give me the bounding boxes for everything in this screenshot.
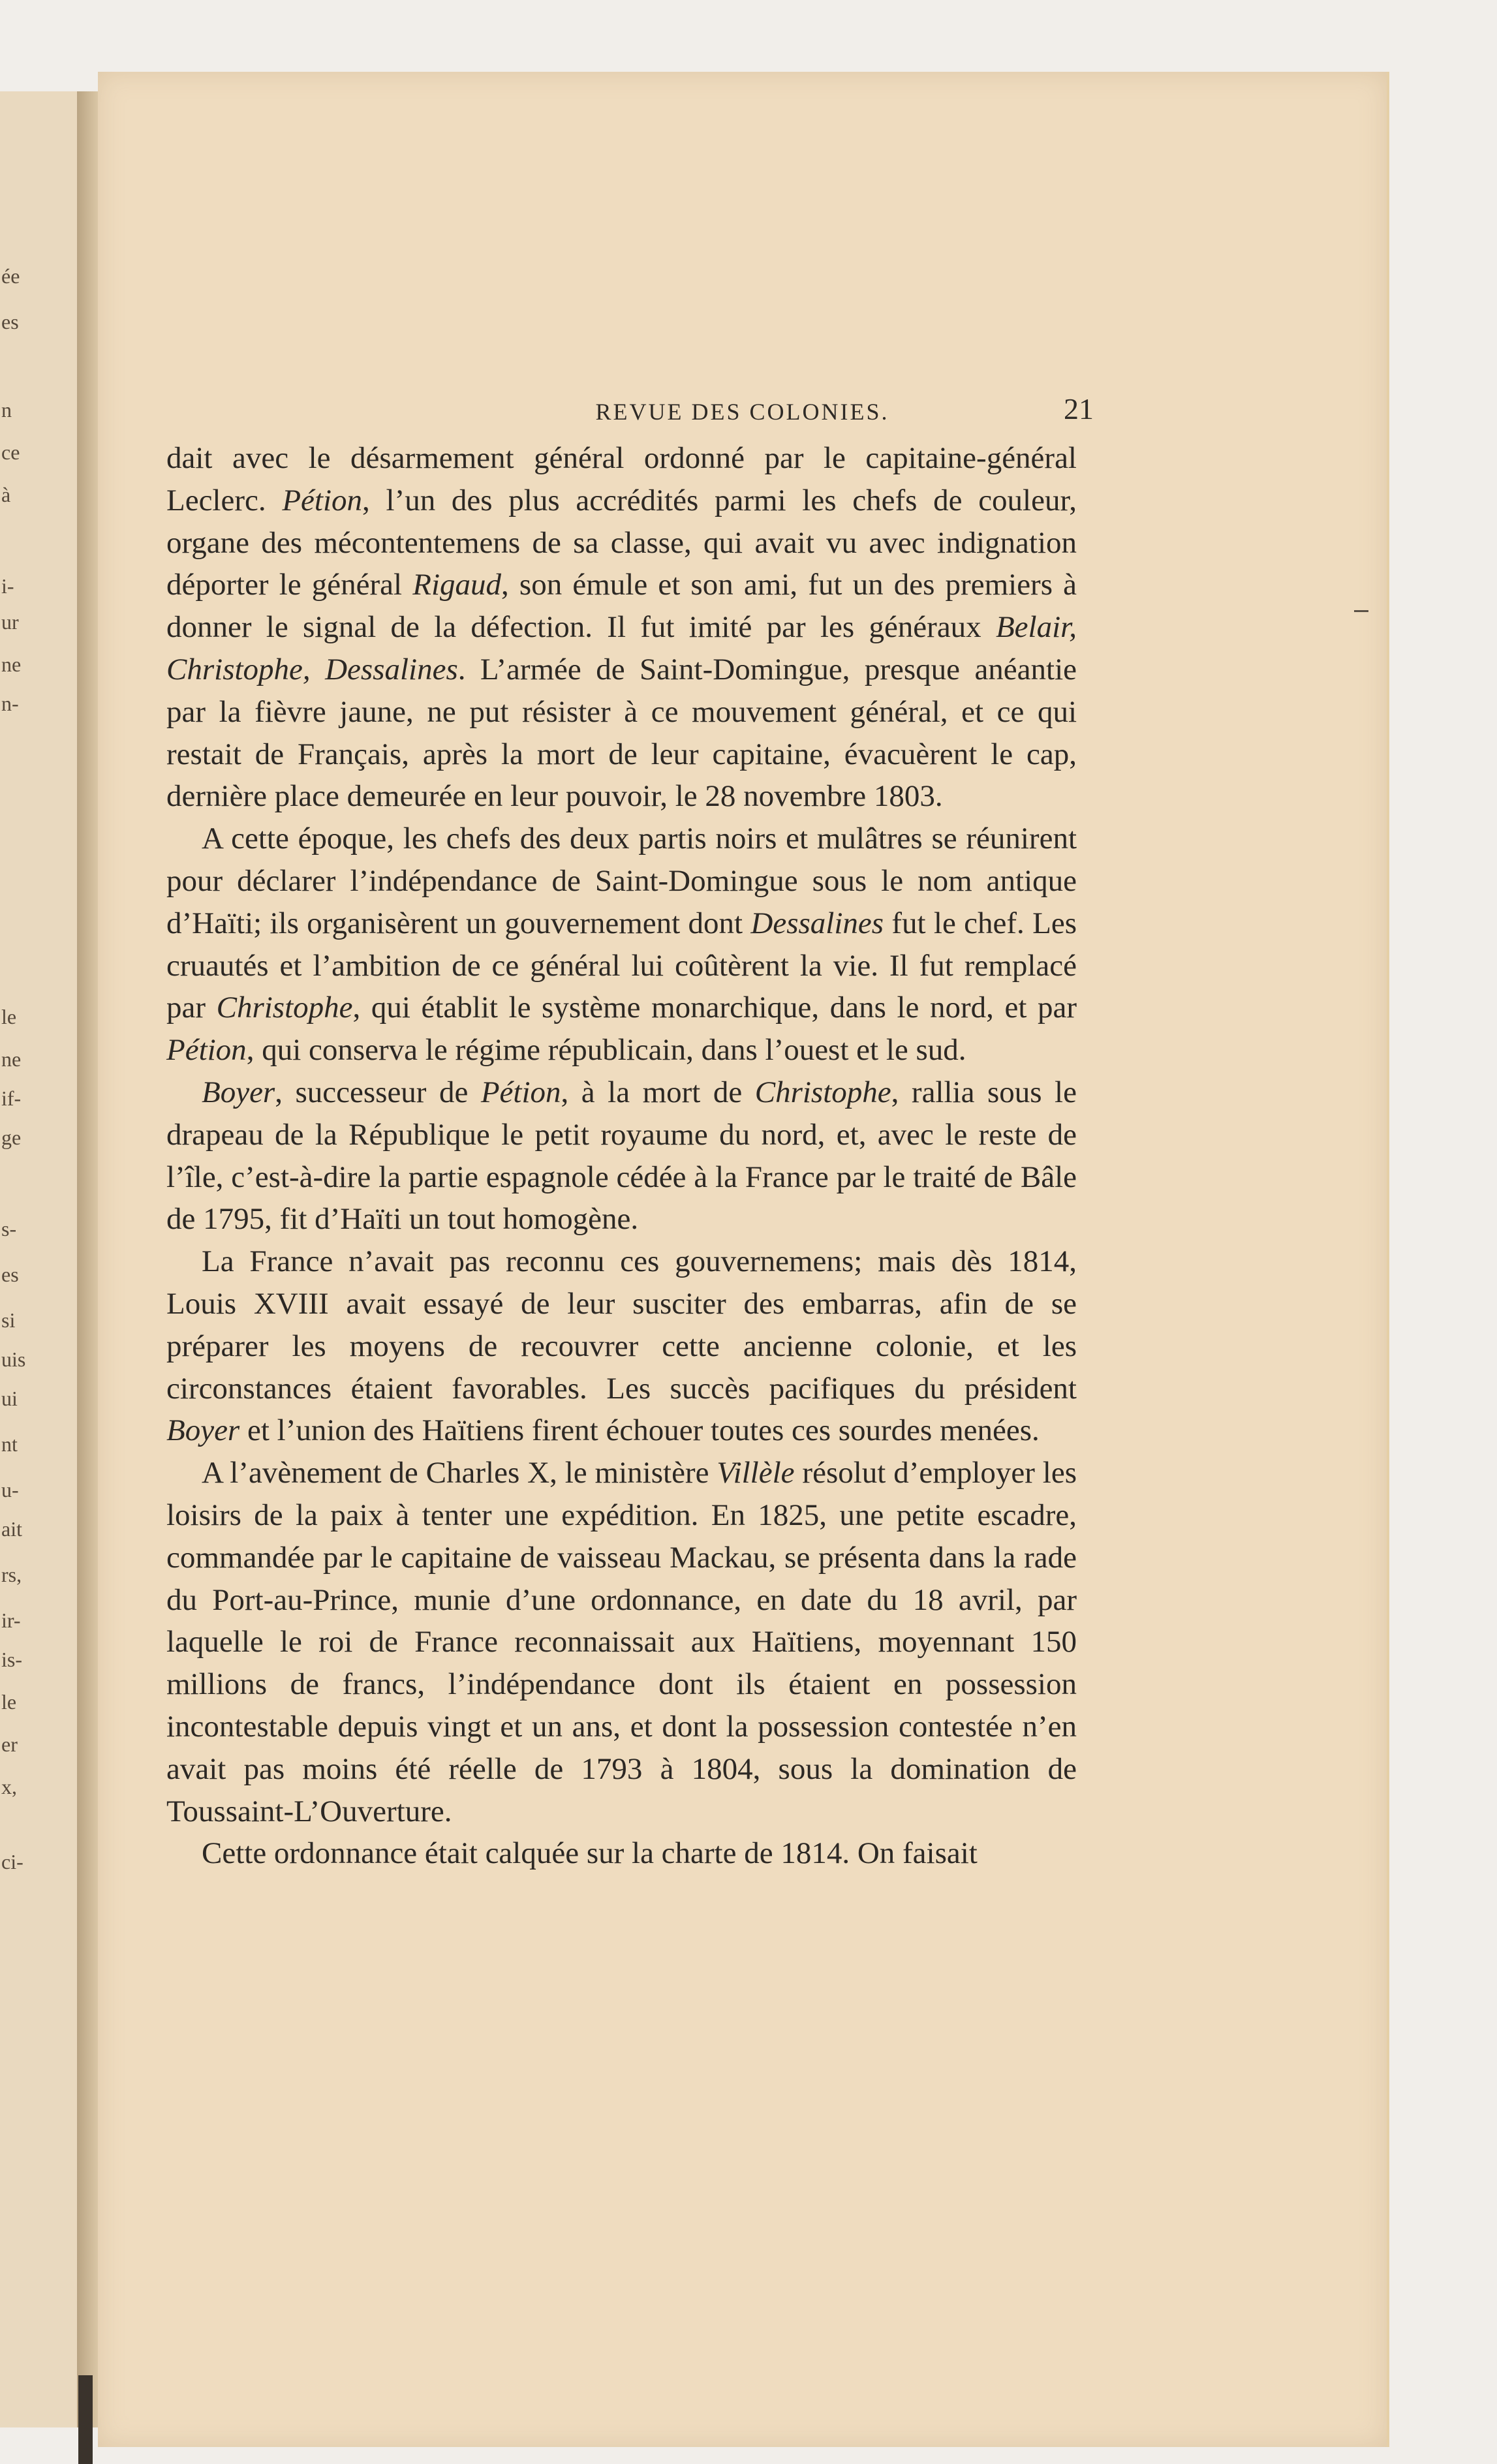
facing-page-fragment: à [1,483,11,506]
facing-page-fragment: s- [1,1217,17,1240]
facing-page-fragment: i- [1,574,14,598]
facing-page-fragment: es [1,1263,19,1286]
facing-page-fragment: ne [1,653,22,676]
facing-page-fragment: er [1,1732,18,1756]
facing-page-fragment: ée [1,264,20,288]
paragraph-2: A cette époque, les chefs des deux partis noirs et mulâtres se réunirent pour déclarer l’indépendance de Saint-Domingue sous le nom antique d’Haïti; ils organisèrent un gouvernement dont Dessalines fut le chef. Les cruautés et l’ambition de ce général lui coûtèrent la vie. Il fut remplacé par Christophe, qui établit le système monarchique, dans le nord, et par Pétion, qui conserva le régime républicain, dans l’ouest et le sud. [166,822,1077,1068]
facing-page-fragment: x, [1,1775,17,1798]
facing-page-fragment: n- [1,692,19,715]
facing-page-fragment: le [1,1690,17,1714]
bookmark-ribbon [78,2375,93,2464]
facing-page-fragment: ait [1,1517,22,1541]
facing-page-fragment: ce [1,440,20,464]
paragraph-4: La France n’avait pas reconnu ces gouvernemens; mais dès 1814, Louis XVIII avait essayé de leur susciter des embarras, afin de se préparer les moyens de recouvrer cette ancienne colonie, et les circonstances étaient favorables. Les succès pacifiques du président Boyer et l’union des Haïtiens firent échouer toutes ces sourdes menées. [166,1244,1077,1448]
facing-page-fragment: si [1,1308,16,1332]
book-page [98,72,1389,2447]
paragraph-6: Cette ordonnance était calquée sur la charte de 1814. On faisait [202,1836,978,1871]
facing-page-fragment: nt [1,1432,18,1456]
running-head: REVUE DES COLONIES. [595,399,889,425]
facing-page-fragment: ge [1,1126,22,1149]
margin-mark [1354,610,1368,612]
facing-page-fragment: rs, [1,1563,22,1586]
paragraph-5: A l’avènement de Charles X, le ministère Villèle résolut d’employer les loisirs de la paix à tenter une expédition. En 1825, une petite escadre, commandée par le capitaine de vaisseau Mackau, se présenta dans la rade du Port-au-Prince, munie d’une ordonnance, en date du 18 avril, par laquelle le roi de France reconnaissait aux Haïtiens, moyennant 150 millions de francs, l’indépendance dont ils étaient en possession incontestable depuis vingt et un ans, et dont la possession contestée n’en avait pas moins été réelle de 1793 à 1804, sous la domination de Toussaint-L’Ouverture. [166,1456,1077,1828]
paragraph-3: Boyer, successeur de Pétion, à la mort de Christophe, rallia sous le drapeau de la République le petit royaume du nord, et, avec le reste de l’île, c’est-à-dire la partie espagnole cédée à la France par le traité de Bâle de 1795, fit d’Haïti un tout homogène. [166,1075,1077,1237]
facing-page-fragment: u- [1,1478,19,1502]
facing-page-fragment: ui [1,1387,18,1410]
facing-page-fragment: ir- [1,1609,21,1632]
paragraph-1: dait avec le désarmement général ordonné par le capitaine-général Leclerc. Pétion, l’un des plus accrédités parmi les chefs de couleur, organe des mécontentemens de sa classe, qui avait vu avec indignation déporter le général Rigaud, son émule et son ami, fut un des premiers à donner le signal de la défection. Il fut imité par les généraux Belair, Christophe, Dessalines. L’armée de Saint-Domingue, presque anéantie par la fièvre jaune, ne put résister à ce mouvement général, et ce qui restait de Français, après la mort de leur capitaine, évacuèrent le cap, dernière place demeurée en leur pouvoir, le 28 novembre 1803. [166,441,1077,814]
facing-page-fragment: ci- [1,1850,23,1873]
facing-page-fragment: le [1,1005,17,1028]
facing-page [0,91,79,2427]
facing-page-fragment: uis [1,1348,26,1371]
facing-page-fragment: is- [1,1648,22,1671]
facing-page-fragment: ur [1,610,19,634]
body-text [166,437,1077,1875]
facing-page-fragment: es [1,310,19,333]
facing-page-fragment: if- [1,1086,22,1110]
facing-page-fragment: ne [1,1047,22,1071]
page-number: 21 [1064,392,1094,425]
facing-page-fragment: n [1,398,12,422]
